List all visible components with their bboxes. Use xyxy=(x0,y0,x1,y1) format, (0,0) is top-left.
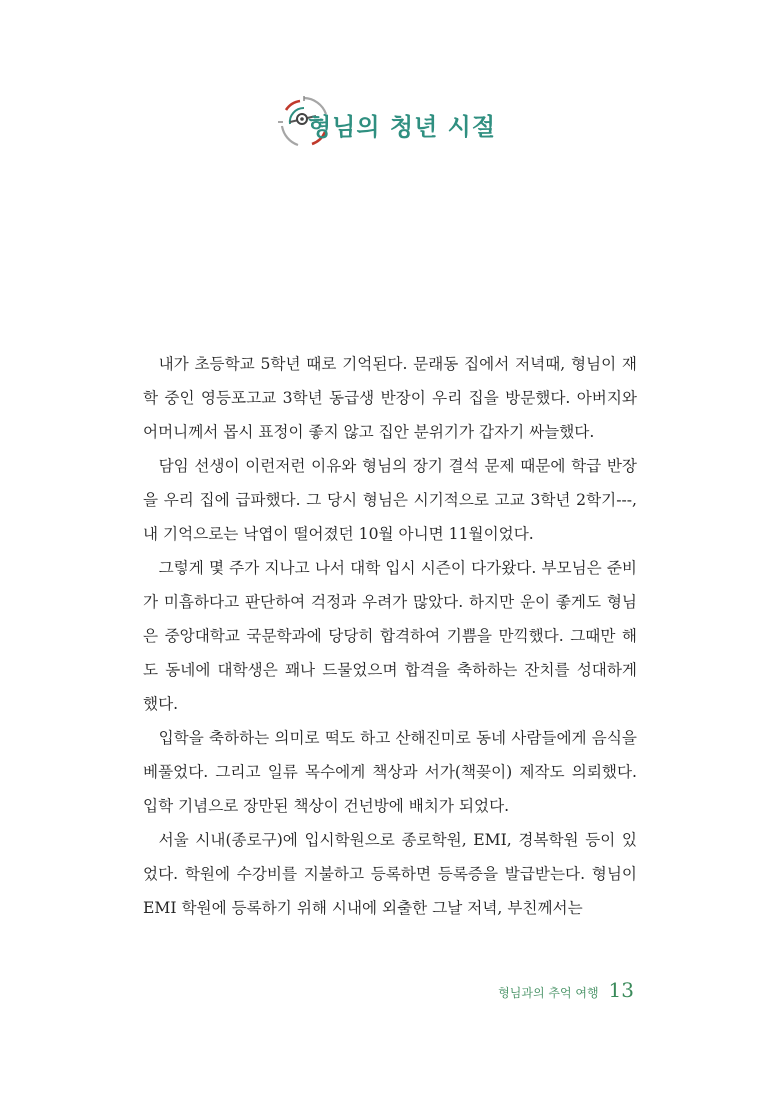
page-number: 13 xyxy=(608,978,634,1002)
paragraph: 서울 시내(종로구)에 입시학원으로 종로학원, EMI, 경복학원 등이 있었다. 학원에 수강비를 지불하고 등록하면 등록증을 발급받는다. 형님이 EMI 학원에 등록하기 위해 시내에 외출한 그날 저녁, 부친께서는 xyxy=(143,831,637,917)
paragraph: 내가 초등학교 5학년 때로 기억된다. 문래동 집에서 저녁때, 형님이 재학 중인 영등포고교 3학년 동급생 반장이 우리 집을 방문했다. 아버지와 어머니께서 몹시 표정이 좋지 않고 집안 분위기가 갑자기 싸늘했다. xyxy=(143,355,637,441)
paragraph: 그렇게 몇 주가 지나고 나서 대학 입시 시즌이 다가왔다. 부모님은 준비가 미흡하다고 판단하여 걱정과 우려가 많았다. 하지만 운이 좋게도 형님은 중앙대학교 국문학과에 당당히 합격하여 기쁨을 만끽했다. 그때만 해도 동네에 대학생은 꽤나 드물었으며 합격을 축하하는 잔치를 성대하게 했다. xyxy=(143,559,637,713)
running-footer-title: 형님과의 추억 여행 xyxy=(498,986,599,1000)
paragraph: 입학을 축하하는 의미로 떡도 하고 산해진미로 동네 사람들에게 음식을 베풀었다. 그리고 일류 목수에게 책상과 서가(책꽂이) 제작도 의뢰했다. 입학 기념으로 장만된 책상이 건넌방에 배치가 되었다. xyxy=(143,729,637,815)
chapter-title: 형님의 청년 시절 xyxy=(308,112,496,141)
body-text xyxy=(143,347,637,925)
paragraph: 담임 선생이 이런저런 이유와 형님의 장기 결석 문제 때문에 학급 반장을 우리 집에 급파했다. 그 당시 형님은 시기적으로 고교 3학년 2학기---, 내 기억으로는 낙엽이 떨어졌던 10월 아니면 11월이었다. xyxy=(143,457,637,543)
chapter-header xyxy=(276,94,496,150)
page-footer xyxy=(498,978,634,1002)
